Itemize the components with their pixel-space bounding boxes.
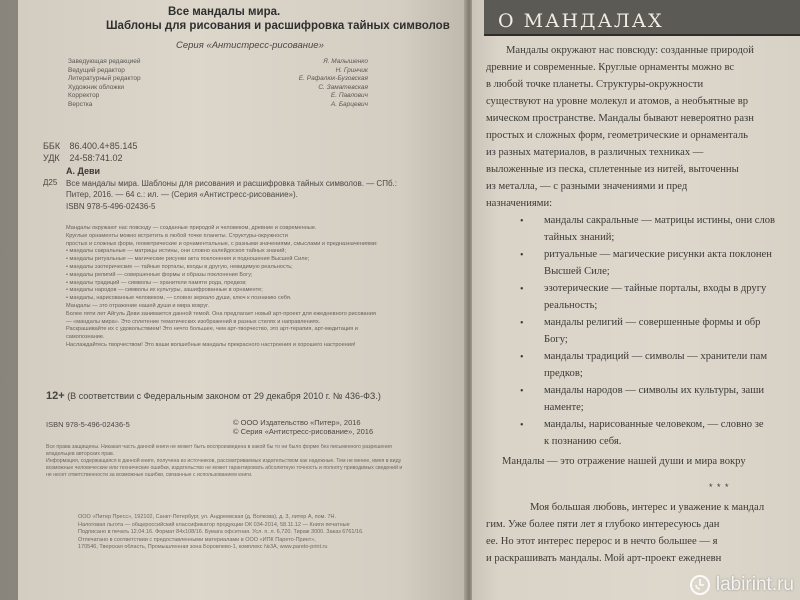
section-divider: * * *: [709, 482, 730, 492]
author-name: А. Деви: [66, 166, 101, 176]
catalog-line: Все мандалы мира. Шаблоны для рисования и расшифровка тайных символов. — СПб.:: [66, 179, 397, 188]
book-subtitle: Шаблоны для рисования и расшифровка тайных символов: [106, 20, 450, 32]
age-rating: [46, 390, 381, 402]
page-heading: О МАНДАЛАХ: [498, 10, 664, 32]
bullet-line: реальность;: [544, 300, 598, 311]
body-line: из металла, — с разными значениями и пред: [486, 181, 688, 192]
bullet-line: Богу;: [544, 334, 568, 345]
udk-label: УДК: [43, 153, 60, 163]
credit-row: Корректор Е. Павлович: [68, 92, 368, 100]
catalog-line: Питер, 2016. — 64 с.: ил. — (Серия «Антистресс-рисование»).: [66, 190, 298, 200]
copyright: © ООО Издательство «Питер», 2016 © Серия «Антистресс-рисование», 2016: [233, 418, 374, 437]
catalog-isbn: ISBN 978-5-496-02436-5: [66, 201, 156, 211]
tail-line: гим. Уже более пяти лет я глубоко интересуюсь дан: [486, 519, 720, 530]
bullet-icon: •: [520, 352, 524, 363]
body-line: Мандалы окружают нас повсюду: созданные природой: [506, 45, 754, 56]
credit-row: Ведущий редактор Н. Гринчик: [68, 66, 368, 74]
body-line: простых и сложных форм, геометрические и орнаменталь: [486, 130, 748, 141]
right-page-text: [472, 0, 800, 600]
rights-notice: Все права защищены. Никакая часть данной книги не может быть воспроизведена в какой бы то ни было форме без письменного разрешения владельцев авторских прав. Информация, содержащаяся в данной книге, получена из источников, рассматриваемых издательством как надежные. Тем не менее, имея в виду возможные человеческие или технические ошибки, издательство не может гарантировать абсолютную точность и полноту приводимых сведений и не несет ответственности за возможные ошибки, связанные с использованием книги.: [46, 444, 403, 478]
age-rating-note: (В соответствии с Федеральным законом от 29 декабря 2010 г. № 436-ФЗ.): [67, 391, 381, 401]
series-name: Серия «Антистресс-рисование»: [176, 40, 324, 51]
printer-info: ООО «Питер Пресс», 192102, Санкт-Петербург, ул. Андреевская (д. Волкова), д. 3, литер А, пом. 7Н. Налоговая льгота — общероссийский классификатор продукции ОК 034-2014, 58.11.12 — Книги печатные Подписано в печать 12.04.16. Формат 84х108/16. Бумага офсетная. Усл. п. л. 6,720. Тираж 3000. Заказ 6761/16. Отпечатано в соответствии с предоставленными материалами в ООО «ИПК Парето-Принт», 170546, Тверская область, Промышленная зона Боровлево-1, комплекс №3А, www.pareto-print.ru: [78, 514, 364, 551]
body-line: существуют на уровне молекул и атомов, а необъятные вр: [486, 96, 749, 107]
body-line: мическом пространстве. Мандалы бывают невероятно разн: [486, 113, 754, 124]
author-code: Д25: [43, 178, 58, 187]
closing-line: Мандалы — это отражение нашей души и мира вокру: [502, 456, 746, 467]
bullet-line: мандалы сакральные — матрицы истины, они слов: [544, 215, 776, 226]
bullet-icon: •: [520, 284, 524, 295]
bullet-line: ритуальные — магические рисунки акта поклонен: [544, 249, 772, 260]
bullet-line: тайных знаний;: [544, 232, 615, 243]
bullet-line: мандалы народов — символы их культуры, заши: [544, 385, 765, 396]
bullet-icon: •: [520, 250, 524, 261]
catalog-entry: [66, 178, 446, 212]
body-line: из разных материалов, в различных техниках —: [486, 147, 704, 158]
udk-value: 24-58:741.02: [69, 153, 123, 163]
body-line: назначениями:: [486, 198, 553, 209]
tail-line: Моя большая любовь, интерес и уважение к мандал: [530, 502, 765, 513]
bullet-line: мандалы, нарисованные человеком, — словно зе: [544, 419, 764, 430]
tail-line: и раскрашивать мандалы. Мой арт-проект ежедневн: [486, 553, 722, 564]
credit-row: Литературный редактор Е. Рафалюк-Бузовская: [68, 75, 368, 83]
tail-line: ее. Но этот интерес перерос и в нечто большее — я: [486, 536, 718, 547]
bbk-value: 86.400.4+85.145: [69, 141, 138, 151]
isbn: ISBN 978-5-496-02436-5: [46, 420, 130, 429]
bullet-icon: •: [520, 318, 524, 329]
credit-row: Художник обложки С. Заматевская: [68, 83, 368, 91]
bullet-icon: •: [520, 386, 524, 397]
bullet-line: предков;: [544, 368, 583, 379]
bullet-line: Высшей Силе;: [544, 266, 610, 277]
bullet-line: мандалы традиций — символы — хранители пам: [544, 351, 768, 362]
left-page-imprint: [18, 0, 468, 600]
bbk-label: ББК: [43, 141, 61, 151]
credit-row: Заведующая редакцией Я. Малышенко: [68, 58, 368, 65]
bullet-line: наменте;: [544, 402, 584, 413]
book-title: Все мандалы мира.: [168, 6, 281, 18]
labirint-watermark: [689, 574, 794, 596]
bullet-icon: •: [520, 216, 524, 227]
bullet-icon: •: [520, 420, 524, 431]
bullet-line: мандалы религий — совершенные формы и обр: [544, 317, 761, 328]
body-line: в любой точке планеты. Структуры-окружности: [486, 79, 704, 90]
credit-row: Верстка А. Барцевич: [68, 100, 368, 108]
bullet-line: эзотерические — тайные порталы, входы в другу: [544, 283, 767, 294]
age-rating-badge: 12+: [46, 390, 65, 402]
bullet-line: к познанию себя.: [544, 436, 622, 447]
body-line: выложенные из песка, сплетенные из нитей, выточенны: [486, 164, 739, 175]
watermark-text: labirint.ru: [715, 574, 794, 595]
classification-codes: [43, 140, 137, 164]
labirint-logo-icon: [689, 574, 711, 596]
credits-list: [68, 58, 368, 110]
annotation-text: Мандалы окружают нас повсюду — созданные природой и человеком, древние и современные. Круглые орнаменты можно встретить в любой точке планеты. Структуры-окружности простых и сложных форм, геометрические и орнаментальные, с разными значениями, смыслами и предназначениями: • мандалы сакральные — матрицы истины, они словно калейдоскоп тайных знаний; • мандалы ритуальные — магические рисунки акта поклонения и подношения Высшей Силе; • мандалы эзотерические — тайные порталы, входы в другую, невидимую реальность; • мандалы религий — совершенные формы и образы поклонения Богу; • мандалы традиций — символы — хранители памяти рода, предков; • мандалы народов — символы их культуры, зашифрованные в орнаменте; • мандалы, нарисованные человеком, — словно зеркало души, ключ к познанию себя. Мандалы — это отражение нашей души и мира вокруг. Более пяти лет Айгуль Деви занимается данной темой. Она предлагает новый арт-проект для ежедневного рисования — «мандалы мира». Это сплетение тематических изображений в разных стилях и направлениях. Раскрашивайте их с удовольствием! Это нечто большее, чем арт-творчество, это арт-терапия, арт-медитация и самопознание. Наслаждайтесь творчеством! Это ваши волшебные мандалы прекрасного настроения и хорошего настроения!: [66, 225, 378, 348]
body-line: древние и современные. Круглые орнаменты можно вс: [486, 62, 735, 73]
